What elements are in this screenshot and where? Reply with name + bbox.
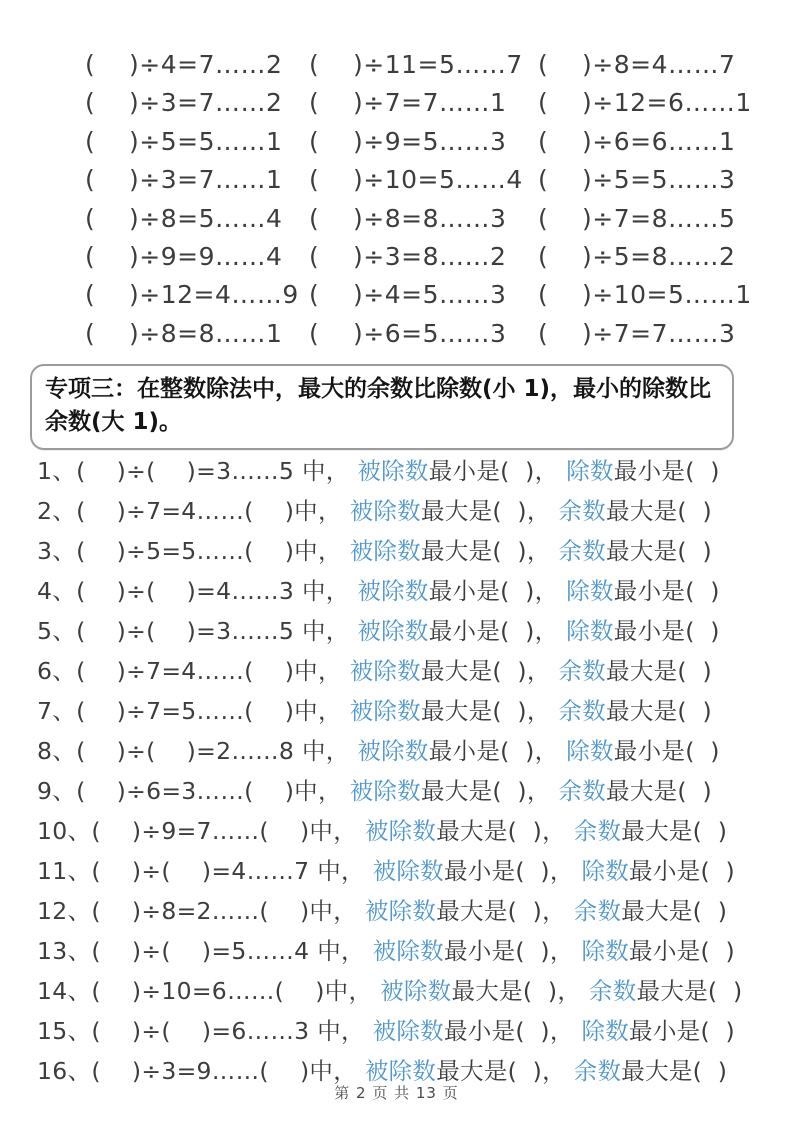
problem-text: 最小是( )， (428, 577, 567, 605)
blue-term: 除数 (581, 1017, 630, 1045)
problem-row (37, 491, 742, 531)
problem-number: 12、 (37, 897, 92, 925)
blue-term: 余数 (558, 497, 607, 525)
problem-equation: ( )÷( )=3……5 中， (76, 457, 358, 485)
problem-text: 最大是( ) (606, 777, 712, 805)
blue-term: 被除数 (364, 817, 437, 845)
division-exercise: ( )÷7=7……3 (538, 318, 736, 348)
section-title: 专项三：在整数除法中，最大的余数比除数(小 1)，最小的除数比余数(大 1)。 (45, 376, 712, 435)
blue-term: 被除数 (364, 1057, 437, 1085)
problem-row (37, 771, 742, 811)
problem-text: 最小是( )， (443, 1017, 582, 1045)
problem-equation: ( )÷7=5……( )中， (76, 697, 350, 725)
problem-number: 4、 (37, 577, 77, 605)
division-exercise: ( )÷6=5……3 (309, 318, 507, 348)
problem-row (37, 571, 742, 611)
problem-text: 最大是( )， (420, 697, 559, 725)
problem-text: 最大是( ) (621, 897, 728, 925)
blue-term: 被除数 (380, 977, 452, 1005)
division-exercise: ( )÷3=8……2 (309, 241, 507, 271)
problem-number: 7、 (37, 697, 77, 725)
problem-text: 最小是( )， (443, 857, 582, 885)
division-exercise: ( )÷4=7……2 (85, 50, 283, 79)
problem-text: 最小是( ) (629, 857, 735, 885)
problem-text: 最大是( )， (436, 897, 574, 925)
blue-term: 被除数 (357, 577, 429, 605)
problem-list (37, 451, 742, 1091)
problem-equation: ( )÷( )=6……3 中， (91, 1017, 373, 1045)
problem-equation: ( )÷9=7……( )中， (91, 817, 365, 845)
problem-text: 最大是( ) (621, 1057, 728, 1085)
problem-equation: ( )÷7=4……( )中， (76, 657, 350, 685)
problem-text: 最大是( ) (606, 697, 712, 725)
division-exercise: ( )÷10=5……4 (309, 165, 523, 195)
problem-row (37, 931, 742, 971)
problem-number: 9、 (37, 777, 77, 805)
problem-row (37, 1011, 742, 1051)
blue-term: 余数 (573, 817, 622, 845)
problem-number: 11、 (37, 857, 92, 885)
problem-text: 最小是( ) (613, 457, 720, 485)
blue-term: 除数 (566, 457, 614, 485)
division-exercise: ( )÷7=7……1 (309, 88, 507, 118)
problem-number: 6、 (37, 657, 77, 685)
problem-row (37, 851, 742, 891)
problem-equation: ( )÷( )=4……3 中， (76, 577, 358, 605)
division-exercise: ( )÷8=8……1 (85, 318, 283, 348)
problem-number: 3、 (37, 537, 77, 565)
problem-equation: ( )÷5=5……( )中， (76, 537, 350, 565)
problem-number: 5、 (37, 617, 77, 645)
problem-text: 最大是( )， (420, 497, 559, 525)
problem-text: 最大是( )， (420, 777, 559, 805)
problem-equation: ( )÷8=2……( )中， (91, 897, 365, 925)
problem-number: 15、 (37, 1017, 92, 1045)
problem-equation: ( )÷( )=5……4 中， (91, 937, 373, 965)
problem-row (37, 691, 742, 731)
division-exercise: ( )÷8=8……3 (309, 203, 507, 233)
blue-term: 被除数 (357, 617, 429, 645)
problem-text: 最小是( ) (613, 737, 720, 765)
problem-text: 最大是( )， (420, 537, 559, 565)
division-exercise: ( )÷6=6……1 (538, 126, 736, 156)
division-exercise: ( )÷8=5……4 (85, 203, 283, 233)
problem-text: 最大是( )， (420, 657, 559, 685)
division-exercise: ( )÷7=8……5 (538, 203, 736, 233)
problem-text: 最大是( )， (451, 977, 589, 1005)
division-exercise: ( )÷5=8……2 (538, 241, 736, 271)
problem-equation: ( )÷3=9……( )中， (91, 1057, 365, 1085)
problem-number: 14、 (37, 977, 92, 1005)
problem-equation: ( )÷( )=3……5 中， (76, 617, 358, 645)
division-exercise: ( )÷3=7……1 (85, 165, 283, 195)
blue-term: 被除数 (357, 457, 429, 485)
blue-term: 被除数 (372, 857, 444, 885)
problem-row (37, 891, 742, 931)
division-exercise: ( )÷9=9……4 (85, 241, 283, 271)
problem-text: 最大是( )， (436, 817, 574, 845)
blue-term: 除数 (566, 617, 614, 645)
blue-term: 除数 (581, 937, 630, 965)
problem-row (37, 451, 742, 491)
problem-row (37, 611, 742, 651)
problem-row (37, 651, 742, 691)
problem-text: 最小是( ) (613, 617, 720, 645)
problem-equation: ( )÷( )=4……7 中， (91, 857, 373, 885)
division-exercise: ( )÷3=7……2 (85, 88, 283, 118)
problem-text: 最小是( ) (629, 937, 735, 965)
section-header-box (30, 364, 734, 450)
division-exercise: ( )÷4=5……3 (309, 280, 507, 310)
division-exercise: ( )÷10=5……1 (538, 280, 752, 310)
division-exercise: ( )÷5=5……1 (85, 126, 283, 156)
problem-row (37, 731, 742, 771)
problem-text: 最小是( )， (428, 617, 567, 645)
blue-term: 被除数 (372, 937, 444, 965)
blue-term: 被除数 (357, 737, 429, 765)
problem-equation: ( )÷( )=2……8 中， (76, 737, 358, 765)
problem-text: 最大是( ) (606, 657, 712, 685)
problem-text: 最小是( ) (629, 1017, 735, 1045)
division-exercise: ( )÷9=5……3 (309, 126, 507, 156)
blue-term: 余数 (588, 977, 637, 1005)
blue-term: 余数 (573, 897, 622, 925)
blue-term: 被除数 (349, 657, 421, 685)
blue-term: 被除数 (364, 897, 437, 925)
problem-text: 最小是( )， (428, 737, 567, 765)
blue-term: 除数 (581, 857, 630, 885)
problem-text: 最小是( )， (443, 937, 582, 965)
problem-text: 最大是( ) (621, 817, 728, 845)
blue-term: 除数 (566, 577, 614, 605)
problem-number: 2、 (37, 497, 77, 525)
exercise-grid (85, 46, 752, 353)
blue-term: 被除数 (372, 1017, 444, 1045)
division-exercise: ( )÷11=5……7 (309, 50, 523, 79)
problem-row (37, 811, 742, 851)
problem-number: 1、 (37, 457, 77, 485)
problem-number: 16、 (37, 1057, 92, 1085)
problem-text: 最小是( )， (428, 457, 567, 485)
blue-term: 被除数 (349, 537, 421, 565)
problem-number: 10、 (37, 817, 92, 845)
problem-number: 8、 (37, 737, 77, 765)
problem-text: 最大是( )， (436, 1057, 574, 1085)
blue-term: 被除数 (349, 497, 421, 525)
blue-term: 余数 (573, 1057, 622, 1085)
blue-term: 余数 (558, 777, 607, 805)
problem-equation: ( )÷7=4……( )中， (76, 497, 350, 525)
problem-text: 最大是( ) (606, 497, 712, 525)
division-exercise: ( )÷12=4……9 (85, 280, 299, 310)
problem-number: 13、 (37, 937, 92, 965)
problem-row (37, 971, 742, 1011)
problem-text: 最小是( ) (613, 577, 720, 605)
problem-equation: ( )÷10=6……( )中， (91, 977, 381, 1005)
page-footer: 第 2 页 共 13 页 (334, 1084, 459, 1102)
blue-term: 余数 (558, 697, 607, 725)
division-exercise: ( )÷8=4……7 (538, 50, 736, 79)
problem-equation: ( )÷6=3……( )中， (76, 777, 350, 805)
blue-term: 余数 (558, 537, 607, 565)
division-exercise: ( )÷5=5……3 (538, 165, 736, 195)
blue-term: 余数 (558, 657, 607, 685)
blue-term: 除数 (566, 737, 614, 765)
problem-text: 最大是( ) (636, 977, 743, 1005)
problem-text: 最大是( ) (606, 537, 712, 565)
problem-row (37, 531, 742, 571)
blue-term: 被除数 (349, 777, 421, 805)
blue-term: 被除数 (349, 697, 421, 725)
division-exercise: ( )÷12=6……1 (538, 88, 752, 118)
